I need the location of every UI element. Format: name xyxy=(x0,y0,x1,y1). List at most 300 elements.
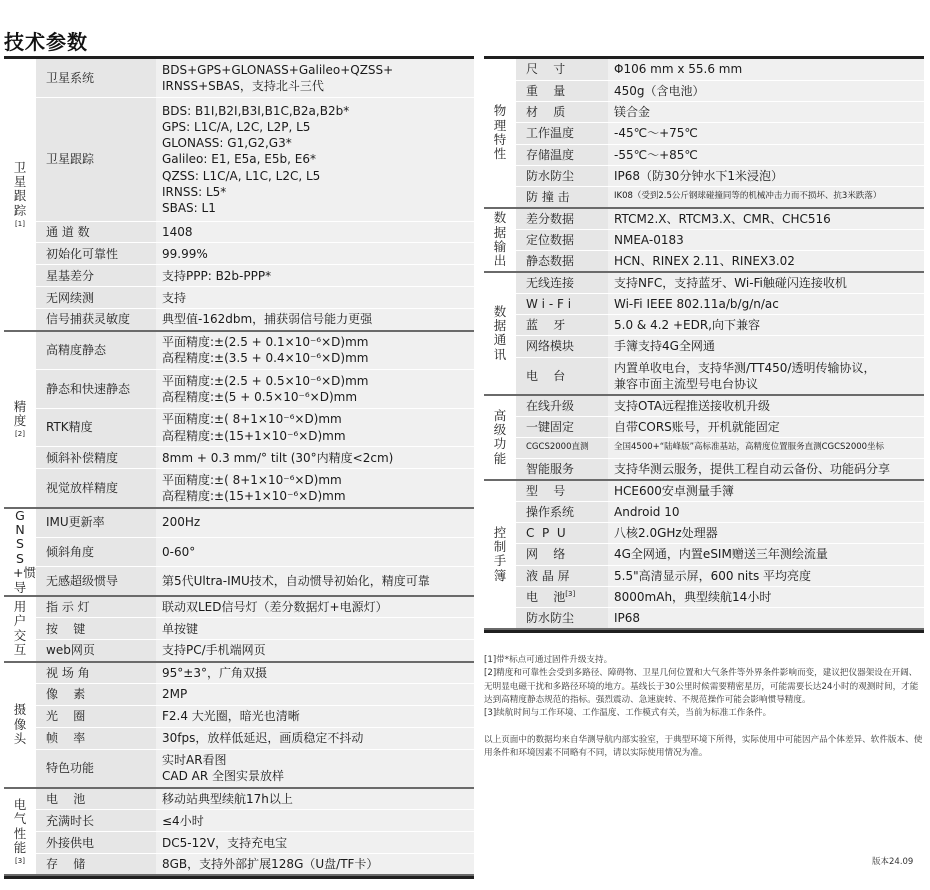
right-spec-table xyxy=(484,56,924,633)
spec-key xyxy=(36,727,156,749)
spec-key xyxy=(36,537,156,566)
spec-value-line: 八核2.0GHz处理器 xyxy=(614,526,718,541)
spec-value-line: 高程精度:±(3.5 + 0.4×10⁻⁶×D)mm xyxy=(162,351,369,366)
section-label-text: 精度 xyxy=(13,398,27,429)
spec-value xyxy=(608,565,924,586)
spec-value xyxy=(156,705,474,727)
spec-row xyxy=(4,243,474,265)
spec-row xyxy=(4,537,474,566)
spec-value-line: 支持OTA远程推送接收机升级 xyxy=(614,398,771,413)
spec-value-line: 全国4500+“陆峰版”高标准基站，高精度位置服务直测CGCS2000坐标 xyxy=(614,442,885,453)
spec-value-line: 平面精度:±( 8+1×10⁻⁶×D)mm xyxy=(162,412,342,427)
spec-value xyxy=(156,810,474,832)
spec-value xyxy=(608,501,924,522)
spec-key-text: C P U xyxy=(526,526,566,541)
spec-value-line: 移动站典型续航17h以上 xyxy=(162,792,293,806)
spec-value xyxy=(608,395,924,416)
spec-value-line: F2.4 大光圈，暗光也清晰 xyxy=(162,709,300,724)
spec-value-line: 平面精度:±( 8+1×10⁻⁶×D)mm xyxy=(162,472,342,487)
disclaimer: 以上页面中的数据均来自华测导航内部实验室，于典型环境下所得，实际使用中可能因产品个体差异、软件版本、使用条件和环境因素不同略有不同，请以实际使用情况为准。 xyxy=(484,734,923,758)
spec-row xyxy=(484,608,924,629)
spec-key xyxy=(516,544,608,565)
spec-key-text: W i - F i xyxy=(526,296,572,311)
spec-key-text: 存 储 xyxy=(46,857,86,872)
spec-key xyxy=(516,187,608,208)
spec-key xyxy=(36,331,156,370)
spec-value-line: 支持 xyxy=(162,290,187,305)
spec-key-text: 高精度静态 xyxy=(46,343,107,358)
spec-key xyxy=(36,59,156,98)
spec-value-line: IP68 xyxy=(614,611,641,626)
section-footnote-ref: [2] xyxy=(15,430,25,439)
spec-value-line: 450g（含电池） xyxy=(614,83,705,98)
spec-row xyxy=(484,416,924,437)
spec-value-line: 内置单收电台，支持华测/TT450/透明传输协议， xyxy=(614,360,876,375)
spec-value-line: 第5代Ultra-IMU技术，自动惯导初始化，精度可靠 xyxy=(162,573,430,588)
spec-value xyxy=(156,408,474,447)
spec-value-line: 高程精度:±(15+1×10⁻⁶×D)mm xyxy=(162,428,346,443)
spec-key xyxy=(36,683,156,705)
spec-key xyxy=(36,469,156,508)
spec-key xyxy=(516,144,608,165)
spec-key xyxy=(516,395,608,416)
section-label xyxy=(484,208,516,272)
spec-row xyxy=(4,640,474,662)
spec-key xyxy=(516,208,608,229)
spec-key-text: 无网续测 xyxy=(46,290,95,305)
spec-row xyxy=(484,80,924,101)
spec-key-text: 无感超级惯导 xyxy=(46,573,119,588)
footnotes xyxy=(484,654,924,760)
spec-row xyxy=(484,336,924,357)
spec-row xyxy=(484,272,924,293)
spec-key-text: 像 素 xyxy=(46,687,86,702)
spec-row xyxy=(484,229,924,250)
spec-row xyxy=(484,315,924,336)
spec-value xyxy=(608,272,924,293)
spec-value-line: 5.5"高清显示屏，600 nits 平均亮度 xyxy=(614,568,812,583)
spec-row xyxy=(4,331,474,370)
spec-row xyxy=(4,727,474,749)
spec-key xyxy=(516,102,608,123)
spec-key xyxy=(36,618,156,640)
spec-key xyxy=(516,523,608,544)
section-label xyxy=(484,480,516,629)
spec-value-line: 4G全网通，内置eSIM赠送三年测绘流量 xyxy=(614,547,828,562)
spec-key xyxy=(36,98,156,221)
section-label xyxy=(4,331,36,508)
spec-value xyxy=(608,586,924,607)
spec-key xyxy=(36,221,156,243)
spec-value xyxy=(156,59,474,98)
spec-key xyxy=(36,705,156,727)
section-label-text: 数据输出 xyxy=(493,210,507,269)
spec-value-line: 平面精度:±(2.5 + 0.1×10⁻⁶×D)mm xyxy=(162,335,369,349)
spec-key-text: 指 示 灯 xyxy=(46,599,90,614)
spec-key-text: 帧 率 xyxy=(46,731,86,746)
section-label-text: 电气性能 xyxy=(13,796,27,856)
section-footnote-ref: [1] xyxy=(15,220,25,228)
spec-key-text: 倾斜角度 xyxy=(46,544,95,559)
spec-key xyxy=(36,566,156,595)
spec-row xyxy=(4,683,474,705)
spec-key xyxy=(516,80,608,101)
spec-value xyxy=(608,187,924,208)
spec-key-text: 视 场 角 xyxy=(46,665,90,680)
spec-value-line: 5.0 & 4.2 +EDR,向下兼容 xyxy=(614,318,760,333)
section-label xyxy=(4,59,36,331)
spec-key xyxy=(516,123,608,144)
spec-key xyxy=(516,336,608,357)
spec-value xyxy=(156,640,474,662)
spec-row xyxy=(484,293,924,314)
spec-key xyxy=(516,357,608,395)
spec-key xyxy=(36,854,156,876)
spec-value-line: 典型值-162dbm，捕获弱信号能力更强 xyxy=(162,312,373,327)
spec-row xyxy=(4,508,474,537)
spec-key-text: 网 络 xyxy=(526,547,566,562)
spec-value-line: Wi-Fi IEEE 802.11a/b/g/n/ac xyxy=(614,296,779,311)
spec-key-text: 视觉放样精度 xyxy=(46,480,119,495)
spec-value xyxy=(608,357,924,395)
spec-value-line: 兼容市面主流型号电台协议 xyxy=(614,376,759,391)
spec-value xyxy=(608,336,924,357)
spec-key-text: 定位数据 xyxy=(526,232,575,247)
spec-value xyxy=(156,832,474,854)
spec-value-line: GPS: L1C/A, L2C, L2P, L5 xyxy=(162,119,311,134)
spec-value xyxy=(156,537,474,566)
spec-key-text: 防水防尘 xyxy=(526,611,575,626)
spec-value xyxy=(156,683,474,705)
spec-row xyxy=(484,144,924,165)
spec-value xyxy=(608,144,924,165)
spec-row xyxy=(4,618,474,640)
spec-key-text: 信号捕获灵敏度 xyxy=(46,312,131,327)
spec-value xyxy=(156,331,474,370)
spec-key-text: 一键固定 xyxy=(526,419,575,434)
spec-key-text: 存储温度 xyxy=(526,147,575,162)
section-label xyxy=(4,662,36,788)
spec-key xyxy=(516,165,608,186)
spec-key xyxy=(36,662,156,684)
spec-value-line: 支持PPP: B2b-PPP* xyxy=(162,268,272,283)
spec-key-text: 通 道 数 xyxy=(46,224,90,239)
spec-value-line: -55℃～+85℃ xyxy=(614,147,698,162)
spec-key xyxy=(516,437,608,458)
spec-key-text: 蓝 牙 xyxy=(526,318,566,333)
spec-key-text: 静态和快速静态 xyxy=(46,381,131,396)
spec-key-text: 型 号 xyxy=(526,483,566,498)
spec-row xyxy=(484,501,924,522)
spec-key xyxy=(516,229,608,250)
section-label xyxy=(4,788,36,876)
spec-value xyxy=(156,727,474,749)
spec-row xyxy=(4,705,474,727)
spec-value xyxy=(608,315,924,336)
spec-key xyxy=(36,447,156,469)
spec-key-text: 差分数据 xyxy=(526,211,575,226)
spec-value xyxy=(608,165,924,186)
spec-key-text: 按 键 xyxy=(46,621,86,636)
footnote: [2]精度和可靠性会受到多路径、障碍物、卫星几何位置和大气条件等外界条件影响而变，建议把仪器架设在开阔、无明显电磁干扰和多路径环境的地方。基线长于30公里时候需要精密星历，可能需要长达24小时的观测时间，才能达到高精度静态规范的指标。强烈震动、急速旋转、不规范操作可能会影响惯导精度。 xyxy=(484,668,919,705)
spec-row xyxy=(4,59,474,98)
spec-key xyxy=(36,243,156,265)
spec-row xyxy=(484,208,924,229)
section-footnote-ref: [3] xyxy=(15,857,25,866)
spec-key xyxy=(516,251,608,272)
spec-key-text: CGCS2000直测 xyxy=(526,442,589,453)
spec-row xyxy=(4,810,474,832)
spec-value-line: IP68（防30分钟水下1米浸泡） xyxy=(614,169,783,184)
spec-row xyxy=(4,788,474,810)
spec-row xyxy=(4,369,474,408)
spec-value-line: 8mm + 0.3 mm/° tilt (30°内精度<2cm) xyxy=(162,450,394,465)
page-title: 技术参数 xyxy=(4,30,88,54)
spec-key-text: 星基差分 xyxy=(46,268,95,283)
spec-row xyxy=(4,832,474,854)
section-label-text: 物理特性 xyxy=(493,103,507,162)
spec-key xyxy=(36,810,156,832)
spec-row xyxy=(484,459,924,480)
spec-key-text: 防 撞 击 xyxy=(526,190,570,205)
spec-key-text: web网页 xyxy=(46,643,95,658)
spec-value-line: 手簿支持4G全网通 xyxy=(614,339,715,354)
spec-key xyxy=(516,501,608,522)
spec-row xyxy=(484,102,924,123)
spec-value-line: 0-60° xyxy=(162,544,196,559)
spec-key-text: 工作温度 xyxy=(526,126,575,141)
spec-value-line: 95°±3°，广角双摄 xyxy=(162,665,267,680)
spec-row xyxy=(484,59,924,80)
spec-value xyxy=(156,469,474,508)
spec-row xyxy=(484,357,924,395)
spec-key xyxy=(516,416,608,437)
spec-value xyxy=(608,544,924,565)
spec-value-line: 镁合金 xyxy=(614,105,651,120)
spec-value xyxy=(156,98,474,221)
spec-value-line: BDS: B1I,B2I,B3I,B1C,B2a,B2b* xyxy=(162,103,350,118)
spec-value-line: 1408 xyxy=(162,224,193,239)
spec-key xyxy=(36,596,156,618)
spec-row xyxy=(484,251,924,272)
spec-key-text: 智能服务 xyxy=(526,461,575,476)
section-label-text: GNSS+惯导 xyxy=(13,507,36,595)
spec-row xyxy=(4,662,474,684)
spec-key-text: 材 质 xyxy=(526,105,566,120)
spec-value xyxy=(608,608,924,629)
spec-value xyxy=(156,369,474,408)
spec-row xyxy=(4,447,474,469)
spec-key-text: 静态数据 xyxy=(526,253,575,268)
spec-value xyxy=(156,309,474,331)
spec-value xyxy=(156,596,474,618)
spec-value-line: 支持PC/手机端网页 xyxy=(162,643,266,658)
spec-value xyxy=(608,229,924,250)
spec-row xyxy=(484,395,924,416)
spec-key xyxy=(36,408,156,447)
spec-value-line: IRNSS: L5* xyxy=(162,184,227,199)
spec-row xyxy=(484,565,924,586)
spec-value-line: Φ106 mm x 55.6 mm xyxy=(614,62,743,77)
spec-value-line: QZSS: L1C/A, L1C, L2C, L5 xyxy=(162,168,321,183)
spec-value-line: 200Hz xyxy=(162,515,201,530)
section-label-text: 用户交互 xyxy=(13,598,27,658)
spec-value-line: 高程精度:±(15+1×10⁻⁶×D)mm xyxy=(162,488,346,503)
spec-key xyxy=(36,832,156,854)
spec-key-text: 充满时长 xyxy=(46,813,95,828)
spec-value xyxy=(156,618,474,640)
footnote: [1]带*标点可通过固件升级支持。 xyxy=(484,655,613,665)
spec-key-text: 卫星跟踪 xyxy=(46,152,95,167)
spec-key-text: 卫星系统 xyxy=(46,71,95,86)
spec-value xyxy=(608,123,924,144)
spec-row xyxy=(4,566,474,595)
left-spec-table xyxy=(4,56,474,879)
spec-value xyxy=(608,459,924,480)
spec-value-line: GLONASS: G1,G2,G3* xyxy=(162,136,292,151)
spec-value-line: 30fps，放样低延迟，画质稳定不抖动 xyxy=(162,731,364,746)
spec-key-text: 初始化可靠性 xyxy=(46,246,119,261)
spec-value xyxy=(608,523,924,544)
spec-row xyxy=(4,854,474,876)
spec-value xyxy=(608,437,924,458)
spec-value-line: Android 10 xyxy=(614,504,680,519)
spec-row xyxy=(484,123,924,144)
spec-row xyxy=(484,480,924,501)
spec-key-text: 倾斜补偿精度 xyxy=(46,450,119,465)
spec-value-line: IRNSS+SBAS，支持北斗三代 xyxy=(162,79,324,94)
section-label xyxy=(4,596,36,662)
section-label xyxy=(484,59,516,208)
section-label-text: 摄像头 xyxy=(13,702,27,746)
section-label-text: 控制手簿 xyxy=(493,524,507,583)
section-label-text: 高级功能 xyxy=(493,407,507,466)
spec-key-text: RTK精度 xyxy=(46,420,93,435)
spec-row xyxy=(4,596,474,618)
spec-value xyxy=(156,243,474,265)
key-footnote-ref: [3] xyxy=(565,589,576,598)
spec-value xyxy=(156,662,474,684)
spec-key xyxy=(516,480,608,501)
spec-row xyxy=(484,187,924,208)
spec-value-line: 平面精度:±(2.5 + 0.5×10⁻⁶×D)mm xyxy=(162,373,369,388)
spec-row xyxy=(4,469,474,508)
spec-value-line: ≤4小时 xyxy=(162,813,204,828)
spec-value-line: 2MP xyxy=(162,687,188,702)
spec-value-line: DC5-12V，支持充电宝 xyxy=(162,835,288,850)
spec-key xyxy=(516,586,608,607)
spec-row xyxy=(4,309,474,331)
spec-value-line: BDS+GPS+GLONASS+Galileo+QZSS+ xyxy=(162,62,394,77)
section-label-text: 数据通讯 xyxy=(493,303,507,362)
spec-value-line: 自带CORS账号，开机就能固定 xyxy=(614,419,780,434)
spec-row xyxy=(4,408,474,447)
spec-row xyxy=(4,98,474,221)
spec-key xyxy=(516,315,608,336)
spec-value xyxy=(156,749,474,788)
spec-value xyxy=(156,854,474,876)
version-label: 版本24.09 xyxy=(872,857,914,867)
spec-value xyxy=(156,566,474,595)
spec-key xyxy=(516,459,608,480)
spec-value xyxy=(608,416,924,437)
spec-value-line: 支持NFC，支持蓝牙、Wi-Fi触碰闪连接收机 xyxy=(614,275,847,290)
section-label xyxy=(4,508,36,596)
spec-key-text: 外接供电 xyxy=(46,835,95,850)
spec-value xyxy=(608,293,924,314)
spec-row xyxy=(484,586,924,607)
spec-row xyxy=(4,287,474,309)
spec-key xyxy=(36,788,156,810)
spec-row xyxy=(484,165,924,186)
spec-value-line: SBAS: L1 xyxy=(162,200,216,215)
spec-key-text: IMU更新率 xyxy=(46,515,105,530)
spec-key-text: 液 晶 屏 xyxy=(526,568,570,583)
spec-value-line: 99.99% xyxy=(162,246,208,261)
spec-key xyxy=(36,309,156,331)
spec-key xyxy=(516,293,608,314)
spec-key-text: 操作系统 xyxy=(526,504,575,519)
spec-value xyxy=(156,788,474,810)
spec-key-text: 电 池 xyxy=(46,792,86,806)
spec-row xyxy=(484,523,924,544)
spec-key-text: 重 量 xyxy=(526,83,566,98)
spec-key-text: 防水防尘 xyxy=(526,169,575,184)
spec-value-line: 支持华测云服务，提供工程自动云备份、功能码分享 xyxy=(614,461,891,476)
spec-value-line: HCN、RINEX 2.11、RINEX3.02 xyxy=(614,253,795,268)
spec-value-line: 高程精度:±(5 + 0.5×10⁻⁶×D)mm xyxy=(162,389,358,404)
spec-value-line: HCE600安卓测量手簿 xyxy=(614,483,734,498)
section-label xyxy=(484,272,516,395)
spec-value xyxy=(608,80,924,101)
spec-value xyxy=(156,508,474,537)
spec-row xyxy=(4,221,474,243)
spec-key xyxy=(36,265,156,287)
spec-key xyxy=(36,508,156,537)
spec-row xyxy=(4,265,474,287)
spec-value-line: -45℃～+75℃ xyxy=(614,126,698,141)
spec-value-line: Galileo: E1, E5a, E5b, E6* xyxy=(162,152,316,167)
spec-value xyxy=(156,447,474,469)
spec-value xyxy=(608,102,924,123)
spec-key-text: 电 池 xyxy=(526,589,566,604)
spec-key xyxy=(36,287,156,309)
spec-key xyxy=(516,565,608,586)
spec-value-line: 单按键 xyxy=(162,621,199,636)
spec-key xyxy=(36,369,156,408)
spec-value xyxy=(156,265,474,287)
spec-key xyxy=(516,59,608,80)
spec-key xyxy=(516,608,608,629)
spec-key-text: 电 台 xyxy=(526,368,566,383)
spec-row xyxy=(484,437,924,458)
spec-key xyxy=(36,749,156,788)
spec-value-line: 联动双LED信号灯（差分数据灯+电源灯） xyxy=(162,599,388,614)
spec-key-text: 在线升级 xyxy=(526,398,575,413)
spec-key xyxy=(516,272,608,293)
spec-value-line: 8000mAh，典型续航14小时 xyxy=(614,589,772,604)
spec-value xyxy=(156,221,474,243)
spec-row xyxy=(484,544,924,565)
spec-key-text: 特色功能 xyxy=(46,761,95,776)
spec-value-line: 实时AR看图 xyxy=(162,753,227,768)
spec-key-text: 无线连接 xyxy=(526,275,575,290)
spec-value xyxy=(156,287,474,309)
spec-key-text: 网络模块 xyxy=(526,339,575,354)
spec-value xyxy=(608,59,924,80)
spec-value-line: 8GB，支持外部扩展128G（U盘/TF卡） xyxy=(162,857,379,872)
spec-key-text: 尺 寸 xyxy=(526,62,566,77)
